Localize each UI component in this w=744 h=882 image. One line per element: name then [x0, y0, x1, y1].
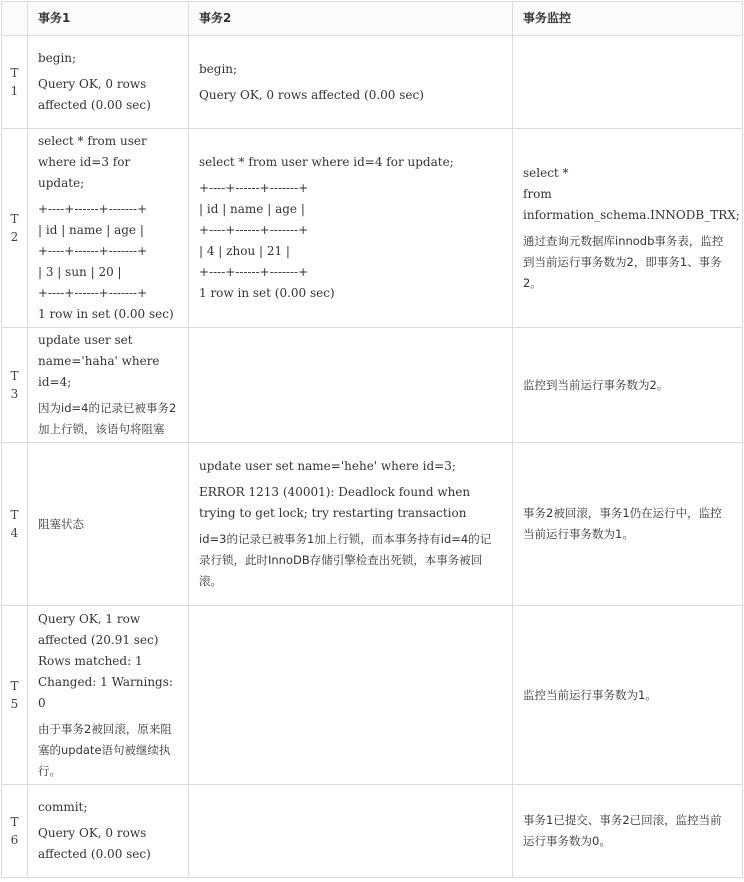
time-number: 2: [10, 230, 19, 244]
time-letter: T: [10, 508, 19, 522]
sql-result: Query OK, 0 rows affected (0.00 sec): [199, 87, 424, 102]
time-cell: [2, 443, 28, 606]
monitor-note: 监控当前运行事务数为1。: [523, 687, 657, 702]
sql-statement: update user set name='hehe' where id=3;: [199, 459, 456, 473]
sql-error: ERROR 1213 (40001): Deadlock found when trying to get lock; try restarting transaction: [199, 485, 471, 520]
result-header: | id | name | age |: [38, 223, 144, 237]
time-cell: [2, 36, 28, 129]
header-tx1: 事务1: [28, 2, 189, 36]
time-cell: [2, 785, 28, 878]
time-letter: T: [10, 66, 19, 80]
tx1-cell: [28, 785, 189, 878]
monitor-note: 监控到当前运行事务数为2。: [523, 377, 669, 392]
sql-statement: commit;: [38, 800, 88, 814]
tx-note: 由于事务2被回滚，原来阻塞的update语句被继续执行。: [38, 721, 172, 778]
result-border: +----+------+-------+: [38, 286, 148, 300]
result-row: | 3 | sun | 20 |: [38, 265, 122, 279]
table-row: [2, 328, 743, 443]
sql-statement: begin;: [199, 61, 238, 76]
time-letter: T: [10, 212, 19, 226]
tx-status: 阻塞状态: [38, 516, 84, 531]
time-number: 5: [10, 697, 19, 711]
sql-result: Changed: 1 Warnings: 0: [38, 674, 173, 710]
table-row: [2, 36, 743, 129]
tx-note: 因为id=4的记录已被事务2加上行锁，该语句将阻塞: [38, 401, 177, 436]
result-border: +----+------+-------+: [38, 244, 148, 258]
header-tx2: 事务2: [189, 2, 513, 36]
sql-result: 1 row in set (0.00 sec): [199, 286, 335, 300]
monitor-cell: [513, 606, 743, 785]
time-letter: T: [10, 679, 19, 693]
sql-statement: begin;: [38, 51, 77, 65]
monitor-cell: [513, 36, 743, 129]
tx1-cell: [28, 36, 189, 129]
tx1-cell: [28, 443, 189, 606]
monitor-note: 通过查询元数据库innodb事务表，监控到当前运行事务数为2，即事务1、事务2。: [523, 233, 724, 290]
table-row: [2, 785, 743, 878]
sql-result: Query OK, 0 rows affected (0.00 sec): [38, 77, 151, 112]
time-number: 6: [10, 833, 19, 847]
tx-note: id=3的记录已被事务1加上行锁，而本事务持有id=4的记录行锁，此时InnoDB存储引擎检查出死锁，本事务被回滚。: [199, 532, 492, 588]
time-number: 4: [10, 526, 19, 540]
tx2-cell: [189, 785, 513, 878]
header-monitor: 事务监控: [513, 2, 743, 36]
sql-statement: update user set name='haha' where id=4;: [38, 333, 160, 389]
tx1-cell: [28, 606, 189, 785]
sql-result: 1 row in set (0.00 sec): [38, 307, 174, 321]
time-cell: [2, 328, 28, 443]
tx1-cell: [28, 129, 189, 328]
header-row: [2, 2, 743, 36]
result-border: +----+------+-------+: [38, 202, 148, 216]
time-number: 1: [10, 84, 19, 98]
sql-statement: select * from user where id=4 for update;: [199, 155, 454, 169]
sql-result: Rows matched: 1: [38, 653, 143, 668]
tx2-cell: [189, 443, 513, 606]
result-border: +----+------+-------+: [199, 265, 309, 279]
monitor-sql: select *: [523, 165, 569, 180]
table-row: [2, 606, 743, 785]
monitor-cell: [513, 443, 743, 606]
tx2-cell: [189, 606, 513, 785]
time-letter: T: [10, 815, 19, 829]
result-border: +----+------+-------+: [199, 223, 309, 237]
monitor-cell: [513, 328, 743, 443]
sql-result: Query OK, 0 rows affected (0.00 sec): [38, 826, 151, 861]
time-letter: T: [10, 369, 19, 383]
monitor-cell: [513, 785, 743, 878]
tx2-cell: [189, 129, 513, 328]
result-border: +----+------+-------+: [199, 181, 309, 195]
monitor-note: 事务1已提交、事务2已回滚，监控当前运行事务数为0。: [523, 813, 722, 848]
tx2-cell: [189, 36, 513, 129]
sql-statement: select * from user where id=3 for update;: [38, 134, 147, 190]
table-row: [2, 129, 743, 328]
tx2-cell: [189, 328, 513, 443]
monitor-note: 事务2被回滚，事务1仍在运行中，监控当前运行事务数为1。: [523, 506, 722, 541]
time-cell: [2, 129, 28, 328]
time-cell: [2, 606, 28, 785]
tx1-cell: [28, 328, 189, 443]
result-row: | 4 | zhou | 21 |: [199, 244, 290, 258]
sql-result: Query OK, 1 row affected (20.91 sec): [38, 611, 159, 647]
header-time: [2, 2, 28, 36]
monitor-cell: [513, 129, 743, 328]
table-row: [2, 443, 743, 606]
monitor-sql: from information_schema.INNODB_TRX;: [523, 186, 740, 222]
transaction-deadlock-table: [1, 1, 743, 878]
time-number: 3: [10, 387, 19, 401]
result-header: | id | name | age |: [199, 202, 305, 216]
